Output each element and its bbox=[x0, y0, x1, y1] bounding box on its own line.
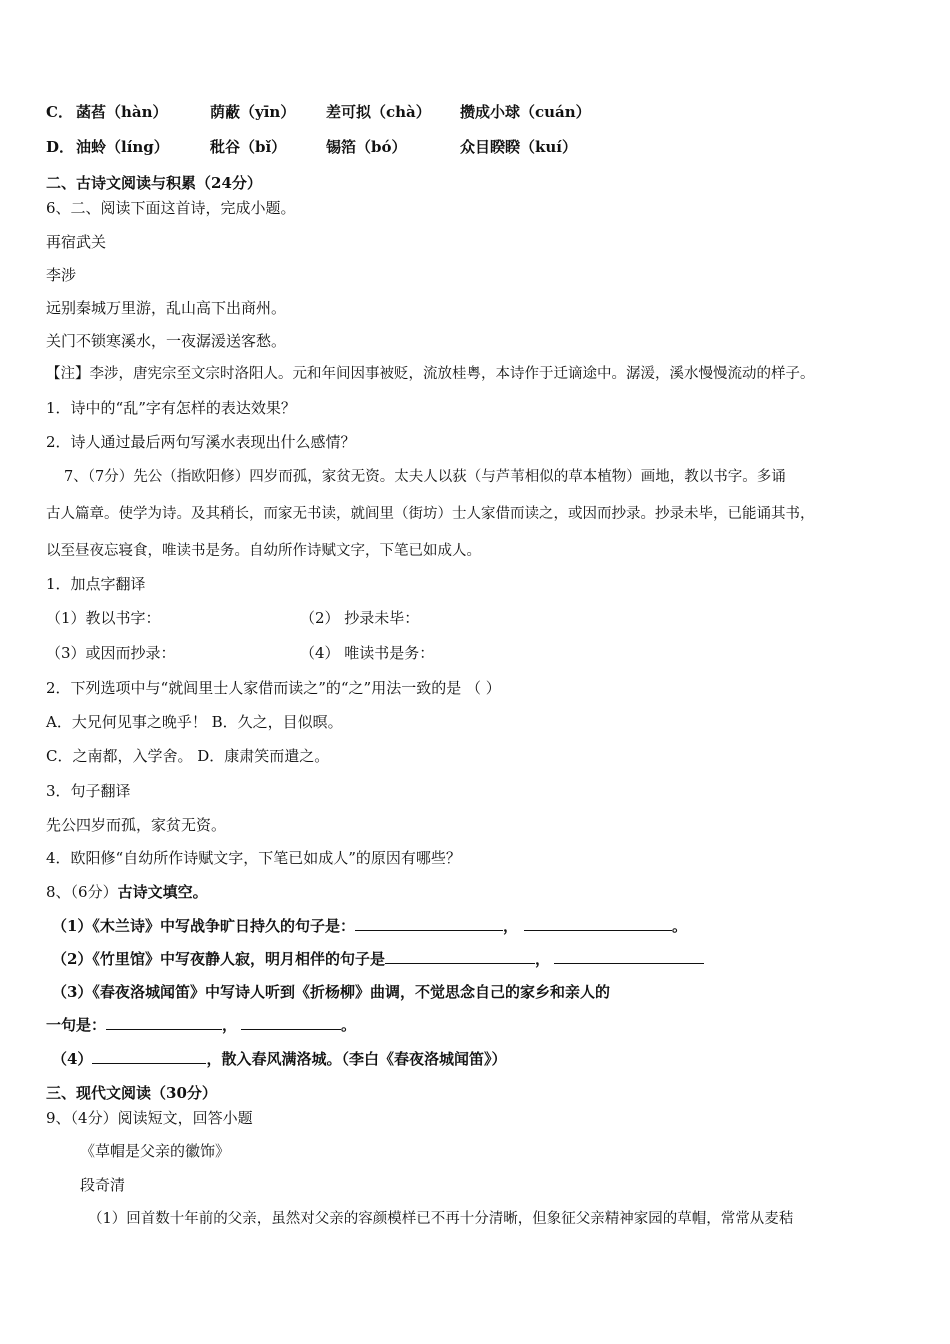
q7-sub-4: 4．欧阳修“自幼所作诗赋文字，下笔已如成人”的原因有哪些？ bbox=[46, 849, 461, 867]
q7-translate-3: （3）或因而抄录： bbox=[46, 644, 176, 662]
q7-options-cd: C．之南都，入学舍。 D．康肃笑而遣之。 bbox=[46, 747, 330, 765]
q6-intro: 6、二、阅读下面这首诗，完成小题。 bbox=[46, 199, 296, 217]
option-c-item-4: 攒成小球（cuán） bbox=[460, 103, 591, 121]
article-para-1: （1）回首数十年前的父亲，虽然对父亲的容颜模样已不再十分清晰，但象征父亲精神家园的草帽，常常从麦秸 bbox=[88, 1211, 794, 1227]
q6-sub-1: 1．诗中的“乱”字有怎样的表达效果？ bbox=[46, 399, 296, 417]
answer-blank[interactable] bbox=[355, 916, 503, 931]
q8-comma: ， bbox=[502, 917, 518, 935]
q8-number: 8、（6分） bbox=[46, 883, 118, 901]
q8-item-4-text: ，散入春风满洛城。（李白《春夜洛城闻笛》） bbox=[206, 1050, 507, 1068]
q8-item-3: （3）《春夜洛城闻笛》中写诗人听到《折杨柳》曲调，不觉思念自己的家乡和亲人的 bbox=[52, 983, 610, 1001]
section-3-heading: 三、现代文阅读（30分） bbox=[46, 1084, 217, 1102]
q8-item-4-prefix: （4） bbox=[52, 1050, 93, 1068]
section-2-heading: 二、古诗文阅读与积累（24分） bbox=[46, 174, 262, 192]
option-d-item-4: 众目睽睽（kuí） bbox=[460, 138, 577, 156]
answer-blank[interactable] bbox=[554, 949, 704, 964]
q8-period: 。 bbox=[341, 1016, 357, 1034]
answer-blank[interactable] bbox=[385, 949, 535, 964]
answer-blank[interactable] bbox=[92, 1049, 206, 1064]
q8-item-2-text: （2）《竹里馆》中写夜静人寂，明月相伴的句子是 bbox=[52, 950, 385, 968]
q7-translate-1: （1）教以书字： bbox=[46, 609, 161, 627]
q8-item-4 bbox=[52, 1049, 506, 1069]
poem-author: 李涉 bbox=[46, 266, 77, 284]
option-c-label: C． bbox=[46, 103, 73, 121]
q7-translate-2: （2） 抄录未毕： bbox=[300, 609, 420, 627]
poem-line-2: 关门不锁寒溪水，一夜潺湲送客愁。 bbox=[46, 332, 287, 350]
option-d-label: D． bbox=[46, 138, 75, 156]
q6-sub-2: 2．诗人通过最后两句写溪水表现出什么感情？ bbox=[46, 433, 356, 451]
q7-sub-1: 1．加点字翻译 bbox=[46, 575, 146, 593]
poem-note: 【注】李涉，唐宪宗至文宗时洛阳人。元和年间因事被贬，流放桂粤，本诗作于迁谪途中。潺湲，溪水慢慢流动的样子。 bbox=[46, 366, 815, 382]
q8-item-1 bbox=[52, 916, 687, 936]
answer-blank[interactable] bbox=[524, 916, 672, 931]
q8-item-2 bbox=[52, 949, 704, 969]
q7-sub-2: 2．下列选项中与“就闾里士人家借而读之”的“之”用法一致的是 （ ） bbox=[46, 679, 501, 697]
q9-intro: 9、（4分）阅读短文，回答小题 bbox=[46, 1109, 253, 1127]
q7-para-1: 7、（7分）先公（指欧阳修）四岁而孤，家贫无资。太夫人以荻（与芦苇相似的草本植物）画地，教以书字。多诵 bbox=[64, 469, 786, 485]
poem-title: 再宿武关 bbox=[46, 233, 107, 251]
article-author: 段奇清 bbox=[80, 1176, 126, 1194]
q8-period: 。 bbox=[671, 917, 687, 935]
option-c-item-3: 差可拟（chà） bbox=[326, 103, 431, 121]
q8-comma: ， bbox=[534, 950, 550, 968]
q8-item-3-continued bbox=[46, 1015, 356, 1035]
option-d-item-1: 油蛉（líng） bbox=[76, 138, 169, 156]
q8-header bbox=[46, 882, 208, 902]
q7-para-2: 古人篇章。使学为诗。及其稍长，而家无书读，就闾里（街坊）士人家借而读之，或因而抄录。抄录未毕，已能诵其书， bbox=[46, 506, 815, 522]
answer-blank[interactable] bbox=[106, 1015, 222, 1030]
answer-blank[interactable] bbox=[241, 1015, 341, 1030]
q8-item-1-text: （1）《木兰诗》中写战争旷日持久的句子是： bbox=[52, 917, 355, 935]
option-c-item-1: 菡萏（hàn） bbox=[76, 103, 168, 121]
option-d-item-3: 锡箔（bó） bbox=[326, 138, 407, 156]
q7-para-3: 以至昼夜忘寝食，唯读书是务。自幼所作诗赋文字，下笔已如成人。 bbox=[46, 543, 481, 559]
q7-sentence: 先公四岁而孤，家贫无资。 bbox=[46, 816, 227, 834]
poem-line-1: 远别秦城万里游，乱山高下出商州。 bbox=[46, 299, 287, 317]
q8-item-3b-text: 一句是： bbox=[46, 1016, 107, 1034]
option-c-item-2: 荫蔽（yīn） bbox=[210, 103, 296, 121]
q7-options-ab: A．大兄何见事之晚乎！ B．久之，目似暝。 bbox=[46, 713, 343, 731]
q8-comma: ， bbox=[222, 1016, 238, 1034]
q7-translate-4: （4） 唯读书是务： bbox=[300, 644, 435, 662]
option-d-item-2: 秕谷（bǐ） bbox=[210, 138, 287, 156]
q8-title: 古诗文填空。 bbox=[117, 883, 208, 901]
article-title: 《草帽是父亲的徽饰》 bbox=[80, 1142, 231, 1160]
q7-sub-3: 3．句子翻译 bbox=[46, 782, 131, 800]
